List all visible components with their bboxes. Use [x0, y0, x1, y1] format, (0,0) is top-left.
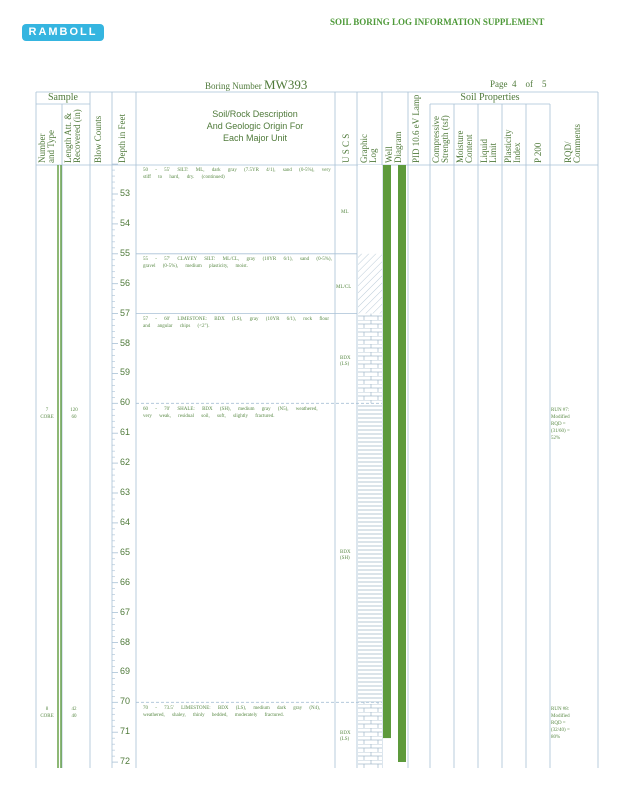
boring-number-label: Boring Number — [205, 81, 262, 91]
sample-comment: RUN #8: Modified RQD = (32/40) = 80% — [551, 707, 570, 740]
compressive-strength-header: Compressive Strength (tsf) — [431, 115, 450, 163]
number-type-header: Number and Type — [37, 130, 56, 163]
well-casing — [398, 165, 406, 762]
well-casing — [383, 165, 391, 738]
depth-label: 68 — [120, 636, 131, 647]
well-diagram-header: Well Diagram — [384, 131, 403, 163]
sample-length: 42 40 — [71, 707, 77, 719]
uscs-code: BDX (LS) — [340, 356, 351, 367]
description-header-line-3: Each Major Unit — [222, 133, 288, 143]
depth-label: 63 — [120, 487, 131, 497]
page-label: Page — [490, 79, 508, 89]
depth-label: 69 — [120, 666, 131, 677]
depth-label: 66 — [120, 576, 131, 587]
depth-header: Depth in Feet — [117, 114, 127, 163]
graphic-log-clayey-silt — [358, 254, 382, 314]
graphic-log-header: Graphic Log — [359, 134, 378, 163]
depth-label: 58 — [120, 337, 131, 348]
depth-label: 54 — [120, 217, 131, 228]
boring-number-value: MW393 — [264, 77, 308, 92]
uscs-code: BDX (LS) — [340, 731, 351, 742]
ramboll-logo: RAMBOLL — [22, 24, 104, 41]
page-current: 4 — [512, 79, 517, 89]
depth-label: 62 — [120, 457, 131, 468]
depth-label: 57 — [120, 307, 131, 318]
depth-label: 71 — [120, 726, 131, 737]
depth-label: 65 — [120, 546, 131, 557]
depth-label: 56 — [120, 277, 131, 288]
graphic-log-limestone — [358, 314, 382, 404]
sample-number-type: 8 CORE — [40, 707, 54, 719]
depth-label: 60 — [120, 397, 131, 408]
rqd-comments-header: RQD/ Comments — [563, 123, 582, 163]
soil-properties-group-header: Soil Properties — [460, 92, 520, 103]
depth-label: 72 — [120, 756, 131, 767]
liquid-limit-header: Liquid Limit — [479, 139, 498, 163]
uscs-code: BDX (SH) — [340, 550, 351, 561]
layer-description: 50 - 55' SILT: ML, dark gray (7.5YR 4/1), sand (0-5%), very stiff to hard, dry. (continued) — [143, 168, 331, 180]
sample-group-header: Sample — [48, 92, 78, 103]
sample-comment: RUN #7: Modified RQD = (31/60) = 52% — [551, 408, 570, 441]
depth-label: 53 — [120, 188, 131, 198]
sample-length: 120 60 — [70, 408, 78, 420]
blow-counts-header: Blow Counts — [93, 115, 103, 163]
depth-label: 55 — [120, 247, 131, 258]
graphic-log-shale — [358, 403, 382, 702]
depth-label: 67 — [120, 606, 131, 617]
depth-label: 61 — [120, 427, 131, 438]
layer-description: 57 - 60' LIMESTONE: BDX (LS), gray (10YR 6/1), rock flour and angular chips (<2"). — [143, 317, 330, 329]
p200-header: P 200 — [533, 142, 543, 163]
graphic-log-limestone-lower — [358, 702, 382, 768]
page-of: of — [525, 79, 533, 89]
depth-label: 70 — [120, 696, 131, 707]
pid-header: PID 10.6 eV Lamp — [411, 94, 421, 163]
uscs-header: U S C S — [341, 133, 351, 163]
document-title: SOIL BORING LOG INFORMATION SUPPLEMENT — [330, 17, 545, 27]
depth-label: 64 — [120, 516, 131, 527]
description-header — [180, 108, 330, 144]
sample-number-type: 7 CORE — [40, 408, 54, 420]
description-header-line-1: Soil/Rock Description — [212, 109, 298, 119]
layer-description: 60 - 70' SHALE: BDX (SH), medium gray (N5), weathered, very weak, residual soil, soft, slightly fractured. — [143, 407, 318, 419]
layer-description: 70 - 73.5' LIMESTONE: BDX (LS), medium dark gray (N4), weathered, shaley, thinly bedded, moderately fractured. — [143, 706, 321, 718]
graphic-log-silt — [358, 165, 382, 254]
uscs-code: ML/CL — [336, 285, 352, 290]
moisture-content-header: Moisture Content — [455, 130, 474, 163]
page-total: 5 — [542, 79, 547, 89]
depth-label: 59 — [120, 367, 131, 378]
layer-description: 55 - 57' CLAYEY SILT: ML/CL, gray (10YR 6/1), sand (0-5%), gravel (0-5%), medium plasticity, moist. — [143, 257, 332, 269]
uscs-code: ML — [341, 210, 349, 215]
description-header-line-2: And Geologic Origin For — [206, 121, 304, 131]
well-sand-pack — [383, 738, 391, 768]
length-header: Length Att. & Recovered (in) — [63, 109, 82, 163]
plasticity-index-header: Plasticity Index — [503, 129, 522, 163]
